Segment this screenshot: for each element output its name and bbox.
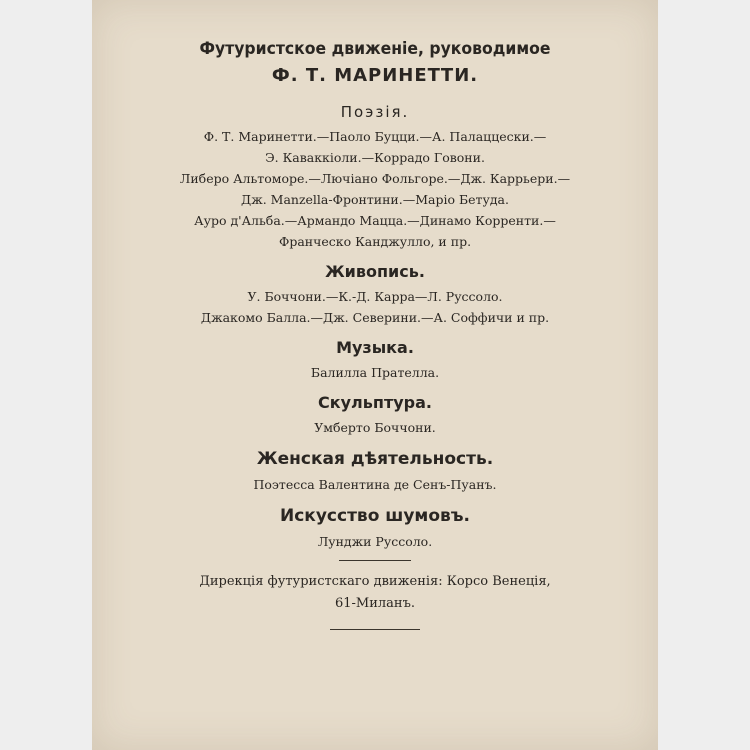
noise-art-line: Лунджи Руссоло. xyxy=(317,534,433,549)
section-heading-noise-art: Искусство шумовъ. xyxy=(280,506,470,526)
women-line: Поэтесса Валентина де Сенъ-Пуанъ. xyxy=(253,477,497,492)
title-line-1: Футуристское движенiе, руководимое xyxy=(199,39,551,59)
closing-rule xyxy=(330,629,420,630)
painting-line: У. Боччони.—К.-Д. Карра—Л. Руссоло. xyxy=(247,289,503,304)
title-line-2: Ф. Т. МАРИНЕТТИ. xyxy=(271,65,479,86)
music-line: Балилла Пpателла. xyxy=(310,365,440,380)
sculpture-line: Умберто Боччони. xyxy=(314,420,436,435)
poetry-line: Ф. Т. Маринетти.—Паоло Буцци.—А. Палаццески.— xyxy=(203,129,547,144)
divider-rule xyxy=(339,560,411,561)
address-line-2: 61-Миланъ. xyxy=(335,596,415,611)
poetry-line: Э. Каваккiоли.—Коррадо Говони. xyxy=(265,150,485,165)
poetry-line: Либеро Альтоморе.—Лючiано Фольгоре.—Дж. Каррьери.— xyxy=(179,171,571,186)
poetry-line: Франческо Канджулло, и пр. xyxy=(278,234,472,249)
painting-line: Джакомо Балла.—Дж. Северини.—А. Соффичи и пр. xyxy=(200,310,550,325)
section-heading-music: Музыка. xyxy=(336,338,414,357)
section-heading-women: Женская дѣятельность. xyxy=(256,449,494,469)
page-content xyxy=(92,36,658,640)
address-line-1: Дирекцiя футуристскаго движенiя: Корсо Венецiя, xyxy=(199,574,551,589)
section-heading-poetry: Поэзiя. xyxy=(340,103,410,121)
section-heading-painting: Живопись. xyxy=(325,262,425,281)
poetry-line: Дж. Manzella-Фронтини.—Марiо Бетуда. xyxy=(241,192,509,207)
poetry-line: Ауро д'Альба.—Армандо Мацца.—Динамо Корренти.— xyxy=(194,213,556,228)
section-heading-sculpture: Скульптура. xyxy=(318,393,432,412)
